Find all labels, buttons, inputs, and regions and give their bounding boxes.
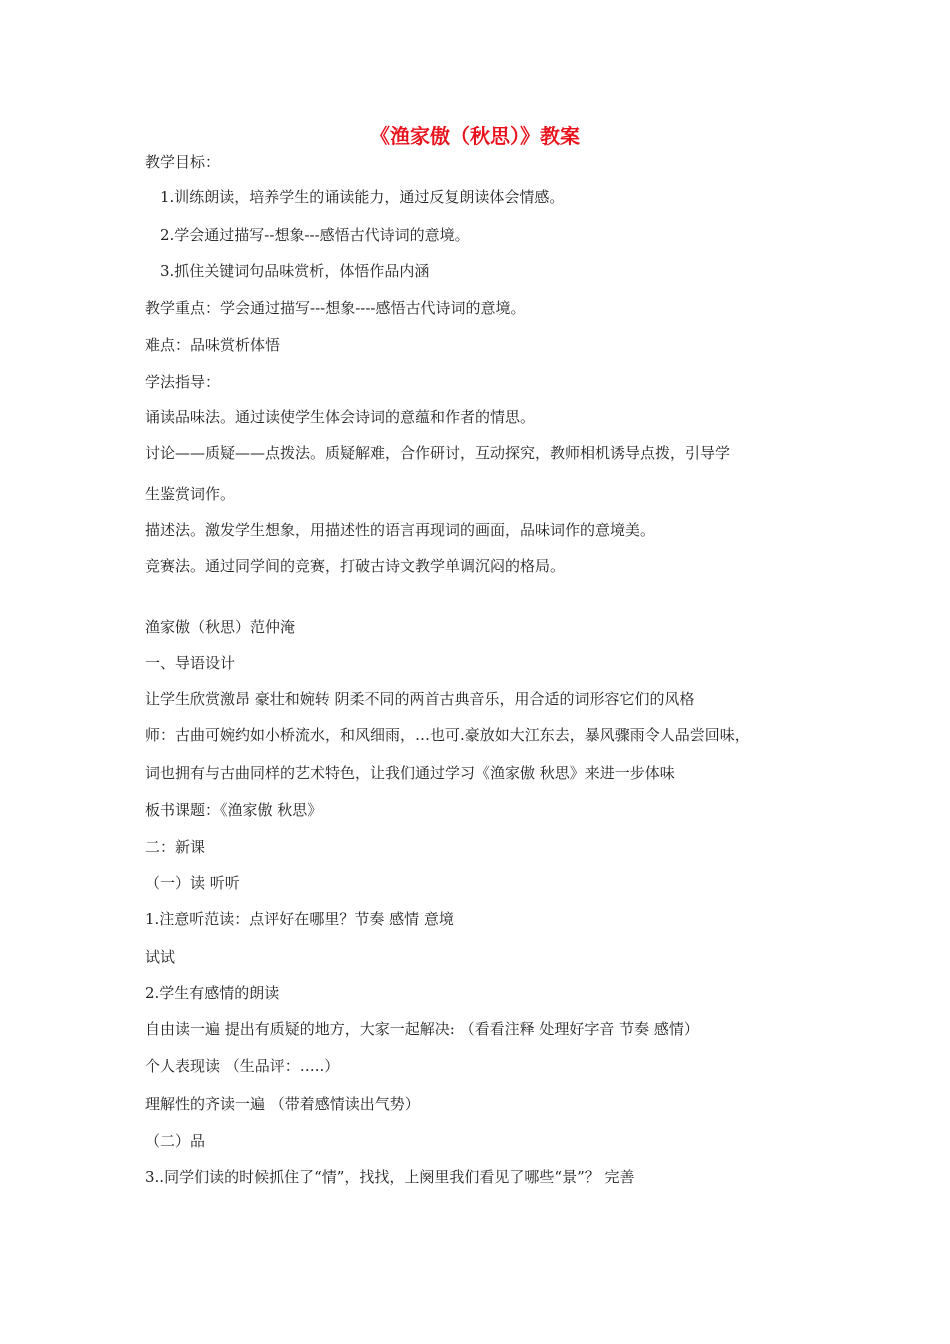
paragraph-line: 个人表现读 （生品评：…..） — [145, 1057, 340, 1075]
paragraph-line: 3..同学们读的时候抓住了“情”，找找，上阕里我们看见了哪些“景”？ 完善 — [145, 1168, 635, 1186]
paragraph-line: 理解性的齐读一遍 （带着感情读出气势） — [145, 1095, 420, 1113]
paragraph-line: 诵读品味法。通过读使学生体会诗词的意蕴和作者的情思。 — [145, 408, 536, 426]
paragraph-line: 3.抓住关键词句品味赏析，体悟作品内涵 — [160, 262, 430, 280]
paragraph-line: （二）品 — [145, 1132, 206, 1150]
paragraph-line: 描述法。激发学生想象，用描述性的语言再现词的画面，品味词作的意境美。 — [145, 521, 656, 539]
paragraph-line: （一）读 听听 — [145, 874, 240, 892]
paragraph-line: 学法指导： — [145, 373, 221, 391]
paragraph-line: 词也拥有与古曲同样的艺术特色，让我们通过学习《渔家傲 秋思》来进一步体味 — [145, 764, 675, 782]
paragraph-line: 渔家傲（秋思）范仲淹 — [145, 618, 296, 636]
paragraph-line: 教学重点：学会通过描写---想象----感悟古代诗词的意境。 — [145, 299, 526, 317]
paragraph-line: 生鉴赏词作。 — [145, 485, 236, 503]
paragraph-line: 难点：品味赏析体悟 — [145, 336, 281, 354]
paragraph-line: 师：古曲可婉约如小桥流水，和风细雨，…也可.豪放如大江东去，暴风骤雨令人品尝回味， — [145, 726, 750, 744]
document-title: 《渔家傲（秋思）》教案 — [370, 124, 580, 148]
paragraph-line: 二：新课 — [145, 838, 206, 856]
paragraph-line: 板书课题：《渔家傲 秋思》 — [145, 801, 323, 819]
paragraph-line: 1.注意听范读：点评好在哪里？节奏 感情 意境 — [145, 910, 454, 928]
paragraph-line: 1.训练朗读，培养学生的诵读能力，通过反复朗读体会情感。 — [160, 188, 565, 206]
paragraph-line: 自由读一遍 提出有质疑的地方，大家一起解决: （看看注释 处理好字音 节奏 感情） — [145, 1020, 699, 1038]
paragraph-line: 讨论——质疑——点拨法。质疑解难，合作研讨，互动探究，教师相机诱导点拨，引导学 — [145, 444, 731, 462]
paragraph-line: 竞赛法。通过同学间的竞赛，打破古诗文教学单调沉闷的格局。 — [145, 557, 566, 575]
paragraph-line: 2.学生有感情的朗读 — [145, 984, 280, 1002]
paragraph-line: 试试 — [145, 948, 176, 966]
paragraph-line: 教学目标： — [145, 153, 221, 171]
paragraph-line: 让学生欣赏激昂 豪壮和婉转 阴柔不同的两首古典音乐，用合适的词形容它们的风格 — [145, 690, 695, 708]
paragraph-line: 2.学会通过描写--想象---感悟古代诗词的意境。 — [160, 226, 470, 244]
paragraph-line: 一、导语设计 — [145, 654, 236, 672]
